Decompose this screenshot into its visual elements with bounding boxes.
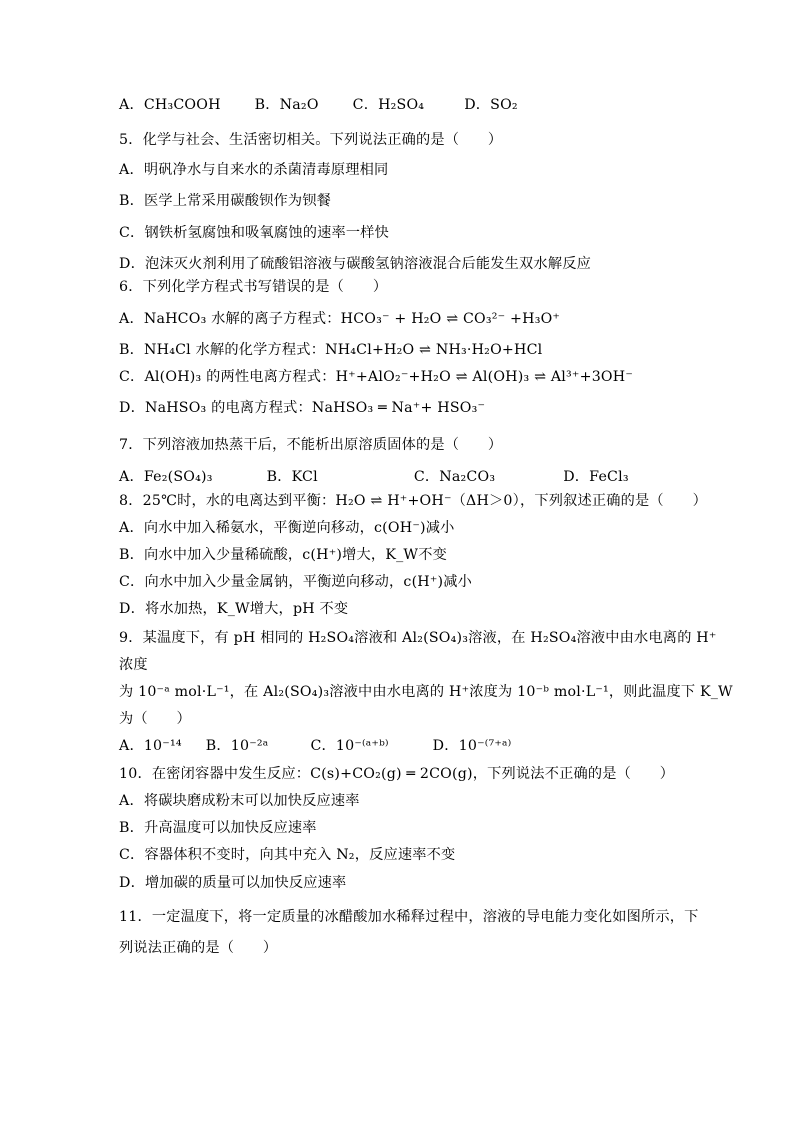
q8-option-c: C．向水中加入少量金属钠，平衡逆向移动，c(H⁺)减小 bbox=[119, 574, 473, 590]
q10-option-d: D．增加碳的质量可以加快反应速率 bbox=[119, 875, 347, 891]
q6-option-b: B．NH₄Cl 水解的化学方程式：NH₄Cl+H₂O ⇌ NH₃·H₂O+HCl bbox=[119, 342, 543, 358]
q11-stem-line1: 11．一定温度下，将一定质量的冰醋酸加水稀释过程中，溶液的导电能力变化如图所示，下 bbox=[119, 909, 699, 925]
q8-stem: 8．25℃时，水的电离达到平衡：H₂O ⇌ H⁺+OH⁻（ΔH＞0），下列叙述正确的是（ ） bbox=[119, 493, 707, 509]
q7-option-d: D．FeCl₃ bbox=[563, 469, 629, 485]
q7-option-b: B．KCl bbox=[266, 469, 318, 485]
q11-stem-line2: 列说法正确的是（ ） bbox=[119, 940, 278, 956]
q8-option-d: D．将水加热，K_W增大，pH 不变 bbox=[119, 601, 349, 617]
q9-option-b: B．10⁻²ᵃ bbox=[205, 738, 269, 754]
q10-option-b: B．升高温度可以加快反应速率 bbox=[119, 820, 317, 836]
q4-option-d: D．SO₂ bbox=[464, 97, 518, 113]
q9-option-d: D．10⁻⁽⁷⁺ᵃ⁾ bbox=[432, 738, 512, 754]
q4-option-b: B．Na₂O bbox=[254, 97, 319, 113]
q9-stem-line2: 浓度 bbox=[119, 657, 148, 673]
q10-option-a: A．将碳块磨成粉末可以加快反应速率 bbox=[119, 793, 360, 809]
q5-stem: 5．化学与社会、生活密切相关。下列说法正确的是（ ） bbox=[119, 132, 503, 148]
q7-stem: 7．下列溶液加热蒸干后，不能析出原溶质固体的是（ ） bbox=[119, 437, 503, 453]
q7-option-c: C．Na₂CO₃ bbox=[413, 469, 496, 485]
q4-option-c: C．H₂SO₄ bbox=[352, 97, 425, 113]
q9-option-a: A．10⁻¹⁴ bbox=[119, 738, 182, 754]
q9-stem-line3: 为 10⁻ᵃ mol·L⁻¹，在 Al₂(SO₄)₃溶液中由水电离的 H⁺浓度为 10⁻ᵇ mol·L⁻¹，则此温度下 K_W bbox=[119, 684, 733, 700]
q5-option-c: C．钢铁析氢腐蚀和吸氧腐蚀的速率一样快 bbox=[119, 225, 390, 241]
q6-option-a: A．NaHCO₃ 水解的离子方程式：HCO₃⁻ + H₂O ⇌ CO₃²⁻ +H₃O⁺ bbox=[119, 311, 561, 327]
q5-option-b: B．医学上常采用碳酸钡作为钡餐 bbox=[119, 193, 332, 209]
q10-stem: 10．在密闭容器中发生反应：C(s)+CO₂(g) ═ 2CO(g)，下列说法不正确的是（ ） bbox=[119, 766, 675, 782]
q6-stem: 6．下列化学方程式书写错误的是（ ） bbox=[119, 279, 388, 295]
q9-stem-line4: 为（ ） bbox=[119, 711, 191, 727]
q6-option-c: C．Al(OH)₃ 的两性电离方程式：H⁺+AlO₂⁻+H₂O ⇌ Al(OH)₃ ⇌ Al³⁺+3OH⁻ bbox=[119, 369, 634, 385]
q9-stem-line1: 9．某温度下，有 pH 相同的 H₂SO₄溶液和 Al₂(SO₄)₃溶液，在 H₂SO₄溶液中由水电离的 H⁺ bbox=[119, 630, 717, 646]
q7-options bbox=[119, 467, 629, 487]
q5-option-d: D．泡沫灭火剂利用了硫酸铝溶液与碳酸氢钠溶液混合后能发生双水解反应 bbox=[119, 256, 591, 272]
q6-option-d: D．NaHSO₃ 的电离方程式：NaHSO₃ ═ Na⁺+ HSO₃⁻ bbox=[119, 400, 486, 416]
q8-option-a: A．向水中加入稀氨水，平衡逆向移动，c(OH⁻)减小 bbox=[119, 520, 455, 536]
q4-option-a: A．CH₃COOH bbox=[119, 97, 221, 113]
q7-option-a: A．Fe₂(SO₄)₃ bbox=[119, 469, 213, 485]
q10-option-c: C．容器体积不变时，向其中充入 N₂，反应速率不变 bbox=[119, 847, 456, 863]
q8-option-b: B．向水中加入少量稀硫酸，c(H⁺)增大，K_W不变 bbox=[119, 547, 447, 563]
q9-options bbox=[119, 736, 511, 756]
q4-options bbox=[119, 95, 518, 115]
q9-option-c: C．10⁻⁽ᵃ⁺ᵇ⁾ bbox=[310, 738, 389, 754]
q5-option-a: A．明矾净水与自来水的杀菌清毒原理相同 bbox=[119, 162, 389, 178]
